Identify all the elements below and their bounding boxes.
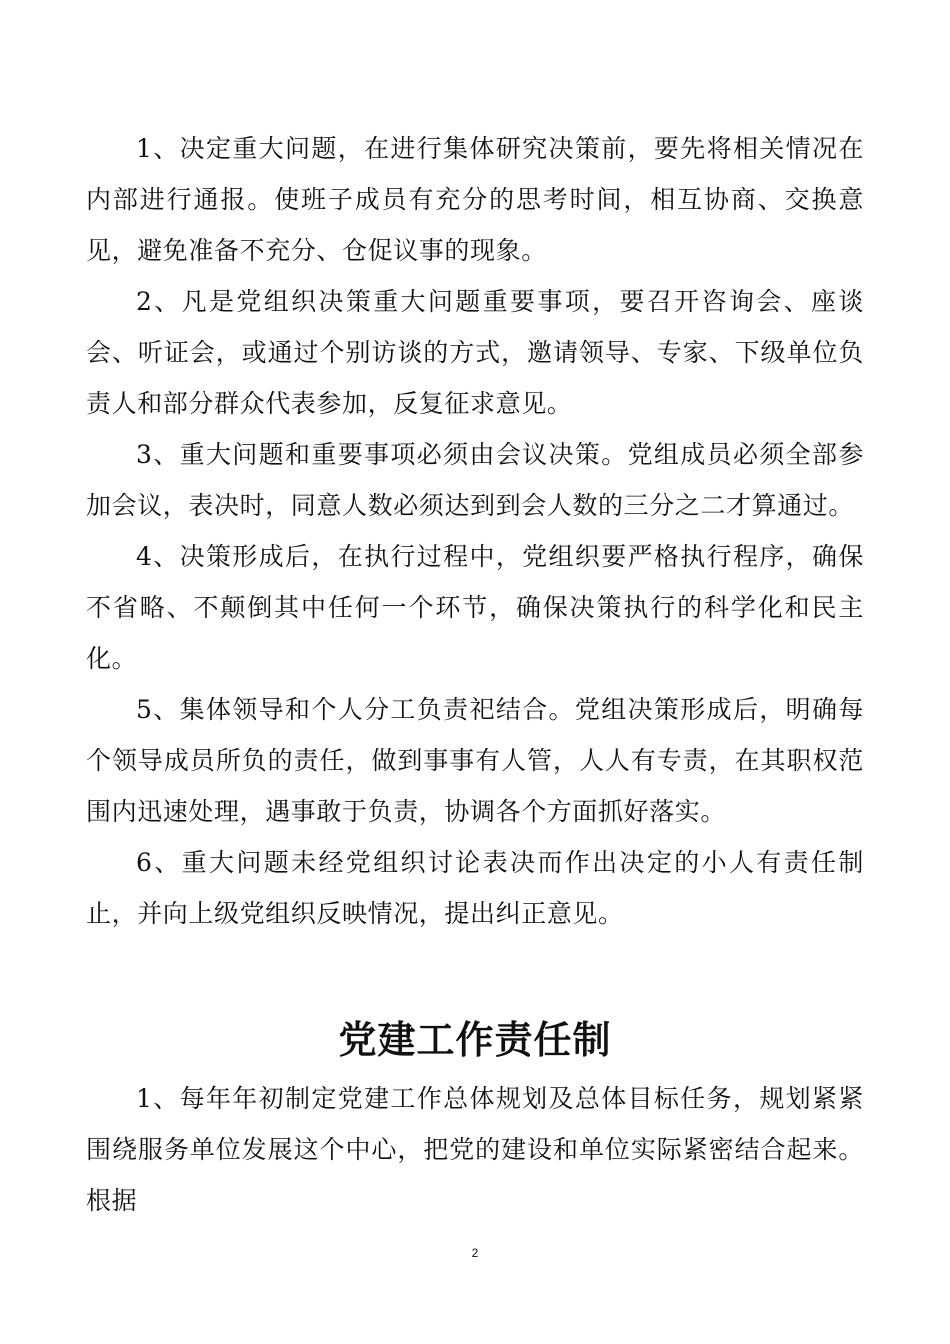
- responsibility-paragraph-1: 1、每年年初制定党建工作总体规划及总体目标任务，规划紧紧围绕服务单位发展这个中心，把党的建设和单位实际紧密结合起来。根据: [86, 1084, 864, 1215]
- section-heading: 党建工作责任制: [338, 1018, 612, 1062]
- page-number: 2: [471, 1246, 479, 1260]
- paragraph-5: 5、集体领导和个人分工负责祀结合。党组决策形成后，明确每个领导成员所负的责任，做到事事有人管，人人有专责，在其职权范围内迅速处理，遇事敢于负责，协调各个方面抓好落实。: [86, 695, 864, 826]
- paragraph-2: 2、凡是党组织决策重大问题重要事项，要召开咨询会、座谈会、听证会，或通过个别访谈的方式，邀请领导、专家、下级单位负责人和部分群众代表参加，反复征求意见。: [86, 287, 864, 418]
- paragraph-4: 4、决策形成后，在执行过程中，党组织要严格执行程序，确保不省略、不颠倒其中任何一个环节，确保决策执行的科学化和民主化。: [86, 542, 864, 673]
- paragraph-3: 3、重大问题和重要事项必须由会议决策。党组成员必须全部参加会议，表决时，同意人数必须达到到会人数的三分之二才算通过。: [86, 440, 864, 520]
- decision-rules-section: [86, 123, 864, 939]
- responsibility-section: [86, 1073, 864, 1226]
- paragraph-1: 1、决定重大问题，在进行集体研究决策前，要先将相关情况在内部进行通报。使班子成员有充分的思考时间，相互协商、交换意见，避免准备不充分、仓促议事的现象。: [86, 134, 864, 265]
- paragraph-6: 6、重大问题未经党组织讨论表决而作出决定的小人有责任制止，并向上级党组织反映情况，提出纠正意见。: [86, 848, 864, 928]
